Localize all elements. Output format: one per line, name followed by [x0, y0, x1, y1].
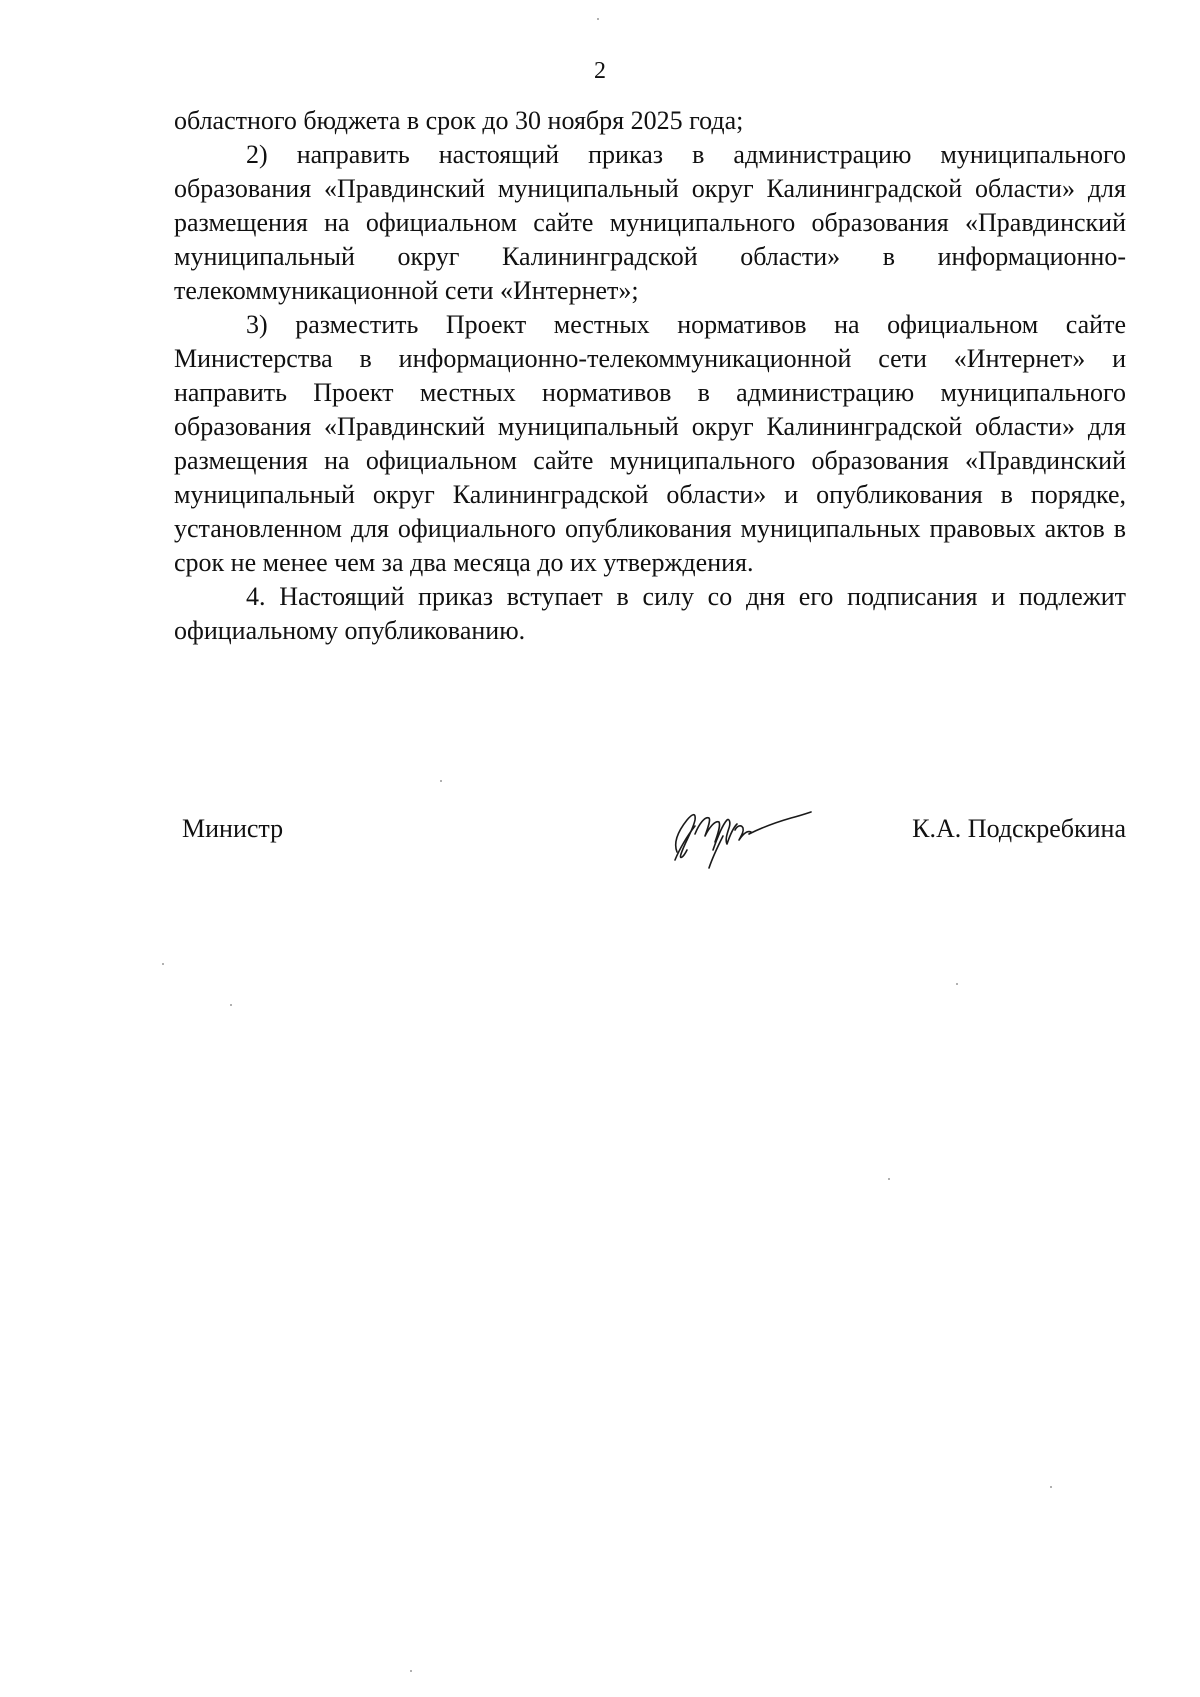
document-body: [174, 104, 1126, 648]
scan-speck: [1050, 1486, 1052, 1488]
scan-speck: [956, 983, 958, 985]
paragraph-item-4: 4. Настоящий приказ вступает в силу со дня его подписания и подлежит официальному опубликованию.: [174, 582, 1126, 645]
scan-speck: [888, 1178, 890, 1180]
paragraph-item-2: 2) направить настоящий приказ в администрацию муниципального образования «Правдинский муниципальный округ Калининградской области» для размещения на официальном сайте муниципального образования «Правдинский муниципальный округ Калининградской области» в информационно-телекоммуникационной сети «Интернет»;: [174, 140, 1126, 305]
signer-position: Министр: [182, 814, 284, 843]
handwritten-signature-icon: [665, 790, 815, 870]
page-number: 2: [594, 58, 606, 84]
signature-block: [0, 790, 1200, 900]
signer-name: К.А. Подскребкина: [912, 814, 1126, 843]
scan-speck: [230, 1004, 232, 1006]
paragraph-item-3: 3) разместить Проект местных нормативов на официальном сайте Министерства в информационно-телекоммуникационной сети «Интернет» и направить Проект местных нормативов в администрацию муниципального образования «Правдинский муниципальный округ Калининградской области» для размещения на официальном сайте муниципального образования «Правдинский муниципальный округ Калининградской области» и опубликования в порядке, установленном для официального опубликования муниципальных правовых актов в срок не менее чем за два месяца до их утверждения.: [174, 310, 1126, 577]
scan-speck: [410, 1670, 412, 1672]
scan-speck: [440, 780, 442, 782]
paragraph-budget-deadline: областного бюджета в срок до 30 ноября 2025 года;: [174, 106, 744, 135]
scan-speck: [162, 963, 164, 965]
scan-speck: [597, 18, 599, 20]
